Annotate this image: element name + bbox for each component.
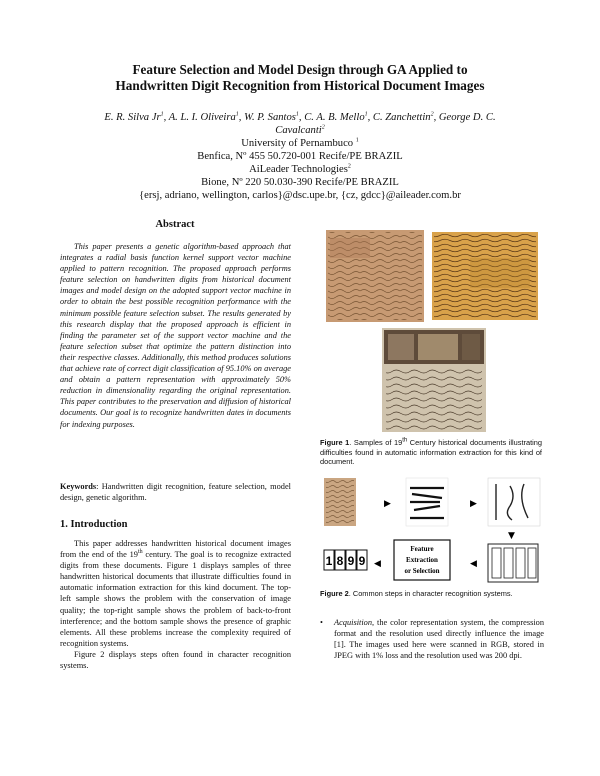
paper-title	[40, 62, 560, 94]
intro-paragraph-1: This paper addresses handwritten historical document images from the end of the 19th century. The goal is to recognize extracted digits from these documents. Figure 1 displays samples of three handwritten historical documents that illustrate difficulties found in automatic information extraction for this kind document. The top-left sample shows the problem with the conservation of image quality; the top-right sample shows the problem of back-to-front interference; and the bottom sample shows the presence of graphic elements. All these problems increase the complexity required of recognition systems.	[60, 539, 291, 648]
feature-box-line-2: Extraction	[406, 556, 438, 564]
digit-label: 9	[347, 554, 355, 568]
pipeline-arrow-down: ▼	[508, 531, 515, 541]
author-emails: {ersj, adriano, wellington, carlos}@dsc.upe.br, {cz, gdcc}@aileader.com.br	[139, 190, 461, 201]
figure-2-diagram	[320, 474, 542, 586]
affiliation-2: AiLeader Technologies$^2$	[249, 163, 351, 175]
feature-box-line-3: or Selection	[404, 567, 440, 575]
title-line-2: Handwritten Digit Recognition from Historical Document Images	[115, 78, 485, 93]
pipeline-arrow-2: ▶	[470, 499, 477, 509]
pipeline-arrow-4: ◀	[374, 559, 381, 569]
digit-label: 1	[325, 554, 333, 568]
figure-1-images	[320, 228, 542, 434]
document-sample-bottom	[382, 328, 486, 432]
digit-label: 9	[358, 554, 366, 568]
author-block	[40, 111, 560, 202]
section-heading-introduction: 1. Introduction	[60, 519, 128, 530]
pipeline-recognized-digits	[324, 550, 367, 570]
figure-1-caption: Figure 1. Samples of 19th Century historical documents illustrating difficulties found in automatic information extraction for this kind of document.	[320, 437, 543, 466]
bullet-acquisition: • Acquisition, the color representation system, the compression format and the resolution used directly influence the image [1]. The images used here were scanned in RGB, stored in JPEG with 1% loss and the resolution used was 200 dpi.	[320, 618, 544, 661]
feature-box-line-1: Feature	[410, 545, 434, 553]
keywords: Keywords: Handwritten digit recognition, feature selection, model design, genetic algorithm.	[60, 482, 291, 503]
intro-paragraph-2: Figure 2 displays steps often found in character recognition systems.	[60, 649, 291, 671]
pipeline-segmented-digits	[488, 478, 540, 526]
affiliation-1: University of Pernambuco $^1$	[241, 137, 359, 149]
document-sample-top-right	[432, 232, 538, 320]
introduction-body	[60, 538, 291, 671]
bullet-dot: •	[320, 618, 323, 627]
title-line-1: Feature Selection and Model Design through GA Applied to	[132, 62, 468, 77]
figure-2-caption: Figure 2. Common steps in character recognition systems.	[320, 589, 513, 598]
author-names: E. R. Silva Jr$^1$, A. L. I. Oliveira$^1$, W. P. Santos$^1$, C. A. B. Mello$^1$, C. Zanchettin$^2$, George D. C.	[104, 111, 496, 123]
pipeline-arrow-1: ▶	[384, 499, 391, 509]
document-sample-top-left	[326, 230, 424, 322]
author-names-line-2: Cavalcanti$^2$	[275, 124, 325, 136]
abstract-heading: Abstract	[155, 219, 195, 230]
digit-label: 8	[336, 554, 344, 568]
pipeline-binarized-image	[406, 478, 448, 526]
abstract-text: This paper presents a genetic algorithm-based approach that integrates a radial basis function kernel support vector machine applied to pattern recognition. The proposed approach performs feature selection on handwritten digits from historical document images and model design on the adopted support vector machine in order to obtain the best possible recognition performance with the minimum possible feature selection subset. The results generated by this research display that the proposed approach is efficient in finding the parameter set of the support vector machine and the feature selection subset that optimize the pattern distinction into their respective classes. Additionally, this method produces solutions that achieve rate of correct digit classification of 95.10% on average and obtain a pattern representation with approximately 50% reduction in dimensionality regarding the original representation. This paper contributes to the preservation and diffusion of historical documents. Our goal is to recognize handwritten dates in documents for indexing purposes.	[60, 242, 291, 429]
pipeline-arrow-3: ◀	[470, 559, 477, 569]
pipeline-digit-boxes-right	[488, 544, 538, 582]
affiliation-2-address: Bione, Nº 220 50.030-390 Recife/PE BRAZIL	[201, 177, 399, 188]
affiliation-1-address: Benfica, Nº 455 50.720-001 Recife/PE BRAZIL	[197, 151, 403, 162]
